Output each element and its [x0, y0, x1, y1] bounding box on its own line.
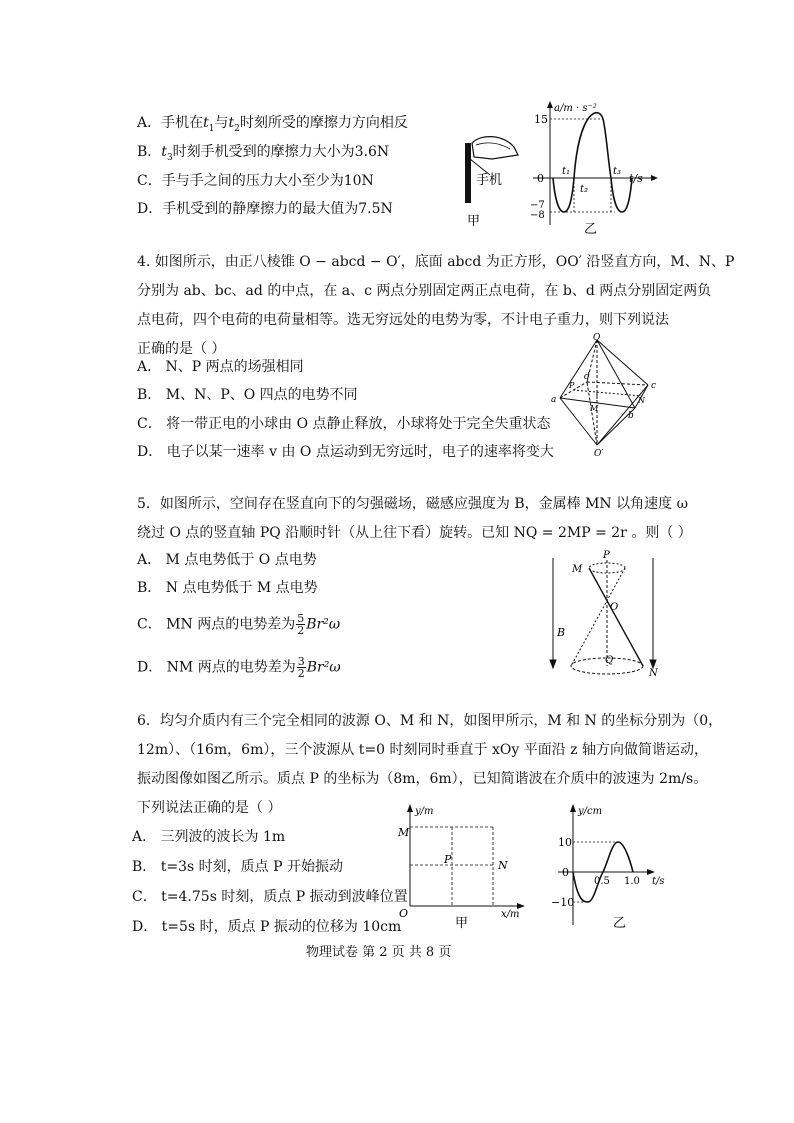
q4-option-c: C． 将一带正电的小球由 O 点静止释放，小球将处于完全失重状态: [137, 416, 551, 432]
q4-stem-line4: 正确的是（ ）: [137, 341, 226, 357]
x-axis-label: t/s: [629, 172, 643, 185]
tick-m10: −10: [551, 896, 575, 909]
q4-option-d: D． 电子以某一速率 v 由 O 点运动到无穷远时，电子的速率将变大: [137, 444, 554, 460]
q6-stem-line1: 6．均匀介质内有三个完全相同的波源 O、M 和 N，如图甲所示，M 和 N 的坐标分别为（0，: [137, 713, 723, 729]
label-O: O: [610, 602, 619, 613]
t2-label: t₂: [580, 184, 589, 195]
q5-stem-line1: 5．如图所示，空间存在竖直向下的匀强磁场，磁感应强度为 B，金属棒 MN 以角速度 ω: [137, 496, 688, 512]
q5-stem-line2: 绕过 O 点的竖直轴 PQ 沿顺时针（从上往下看）旋转。已知 NQ = 2MP = 2r 。则（ ）: [137, 525, 692, 541]
label-O: O: [593, 333, 601, 343]
q3-option-a: A．手机在$t_1$与$t_2$时刻所受的摩擦力方向相反: [137, 115, 408, 134]
label-N: N: [649, 668, 658, 678]
curve-neg-1: [553, 178, 574, 212]
q3-option-b: B．$t_3$时刻手机受到的摩擦力大小为3.6N: [137, 144, 390, 163]
tick-15: 15: [534, 113, 548, 126]
q4-stem-line3: 点电荷，四个电荷的电荷量相等。选无穷远处的电势为零，不计电子重力，则下列说法: [137, 312, 669, 328]
label-c: c: [651, 381, 657, 391]
q6-stem-line2: 12m）、（16m，6m），三个波源从 t=0 时刻同时垂直于 xOy 平面沿 z 轴方向做简谐运动，: [137, 742, 708, 758]
tick-m8: −8: [530, 210, 545, 221]
tick-1-0: 1.0: [624, 876, 640, 887]
q4-figure-octahedron: [550, 330, 665, 460]
label-N: N: [638, 396, 645, 405]
tick-0-5: 0.5: [594, 876, 610, 887]
q6-stem-line4: 下列说法正确的是（ ）: [137, 800, 282, 816]
tick-0: 0: [562, 866, 569, 879]
label-O: O: [399, 907, 409, 920]
fraction-3-2: $\frac{3}{2}$: [297, 655, 305, 680]
label-M: M: [590, 404, 599, 413]
hand-outline: [472, 137, 518, 159]
q4-stem-line2: 分别为 ab、bc、ad 的中点，在 a、c 两点分别固定两正点电荷，在 b、d 两点分别固定两负: [137, 283, 712, 299]
figure-caption-yi: 乙: [613, 916, 627, 931]
q5-option-c: C． MN 两点的电势差为 $\frac{5}{2}$ Br²ω: [137, 612, 341, 637]
q5-option-b: B． N 点电势低于 M 点电势: [137, 580, 318, 596]
q6-option-b: B． t=3s 时刻，质点 P 开始振动: [132, 859, 343, 875]
q5-option-d: D． NM 两点的电势差为 $\frac{3}{2}$ Br²ω: [137, 655, 341, 680]
q3-figure-hand: [452, 125, 522, 235]
y-axis-label: y/m: [415, 806, 434, 817]
x-axis-label: x/m: [501, 909, 520, 920]
figure-caption-yi: 乙: [584, 222, 598, 235]
q6-stem-line3: 振动图像如图乙所示。质点 P 的坐标为（8m，6m），已知简谐波在介质中的波速为 2m/s。: [137, 771, 708, 787]
t-axis-label: t/s: [652, 876, 665, 887]
fraction-5-2: $\frac{5}{2}$: [297, 612, 305, 637]
q3-option-c: C．手与手之间的压力大小至少为10N: [137, 173, 374, 189]
q4-option-a: A． N、P 两点的场强相同: [137, 359, 304, 375]
figure-caption-jia: 甲: [467, 214, 481, 229]
label-P: P: [444, 853, 452, 866]
q4-stem-line1: 4. 如图所示，由正八棱锥 O − abcd − O′，底面 abcd 为正方形，OO′ 沿竖直方向，M、N、P: [137, 254, 735, 270]
label-M: M: [572, 564, 583, 575]
label-d: d: [584, 372, 590, 382]
y-axis-label: y/cm: [578, 806, 603, 817]
page-footer: 物理试卷 第 2 页 共 8 页: [306, 945, 452, 960]
phone-label: 手机: [476, 173, 503, 188]
label-N: N: [498, 859, 508, 872]
label-a: a: [551, 395, 557, 405]
phone-shape: [465, 143, 471, 203]
t3-label: t₃: [613, 166, 622, 177]
q3-figure-acceleration-graph: [525, 100, 675, 235]
label-B: B: [557, 626, 566, 639]
curve-pos: [574, 113, 611, 178]
q6-option-a: A． 三列波的波长为 1m: [132, 829, 286, 845]
label-M: M: [398, 826, 410, 839]
q5-figure-rotating-rod: [545, 548, 665, 678]
label-O-prime: O′: [594, 449, 604, 459]
q6-figure-vibration-graph: [548, 800, 678, 935]
tick-0: 0: [537, 172, 544, 185]
q3-option-d: D．手机受到的静摩擦力的最大值为7.5N: [137, 201, 393, 217]
y-axis-label: a/m · s⁻²: [554, 103, 597, 114]
tick-10: 10: [558, 836, 572, 849]
label-Q: Q: [605, 655, 614, 666]
q6-figure-coordinate-plane: [395, 800, 530, 935]
q6-option-c: C． t=4.75s 时刻，质点 P 振动到波峰位置: [132, 889, 408, 905]
q5-option-a: A． M 点电势低于 O 点电势: [137, 552, 317, 568]
q4-option-b: B． M、N、P、O 四点的电势不同: [137, 387, 358, 403]
q6-option-d: D． t=5s 时，质点 P 振动的位移为 10cm: [132, 919, 402, 935]
t1-label: t₁: [562, 166, 571, 177]
label-P: P: [603, 550, 610, 561]
tick-m7: −7: [530, 200, 545, 211]
label-P: P: [569, 381, 575, 390]
figure-caption-jia: 甲: [455, 916, 469, 931]
label-b: b: [628, 411, 634, 421]
